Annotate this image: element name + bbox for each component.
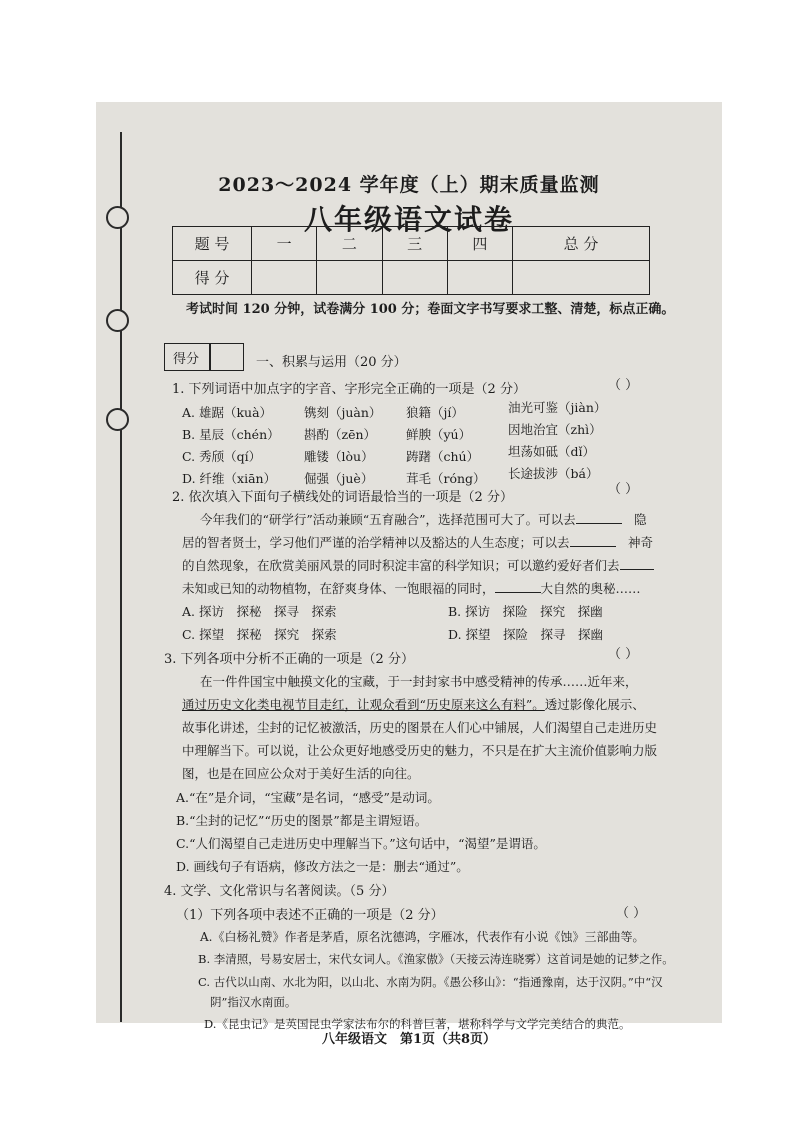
q2-option: B. 探访 探险 探究 探幽	[448, 604, 603, 619]
exam-paper	[96, 102, 722, 1031]
q1-option: 茸毛（róng）	[406, 471, 486, 486]
q1-option: 鲜腴（yú）	[406, 427, 472, 442]
question-4-sub1-stem: （1）下列各项中表述不正确的一项是（2 分）	[176, 908, 444, 923]
q1-option: A. 雄踞（kuà）	[182, 405, 273, 420]
q2-text: 居的智者贤士，学习他们严谨的治学精神以及豁达的人生态度；可以去	[182, 535, 570, 550]
q3-option: D. 画线句子有语病，修改方法之一是：删去“通过”。	[176, 859, 469, 874]
q3-passage-line: 故事化讲述，尘封的记忆被激活，历史的图景在人们心中铺展，人们渴望自己走进历史	[182, 720, 658, 735]
answer-paren[interactable]: （ ）	[616, 906, 647, 921]
q2-text: 神奇	[628, 535, 654, 550]
q3-passage-line: 中理解当下。可以说，让公众更好地感受历史的魅力，不只是在扩大主流价值影响力版	[182, 743, 658, 758]
fill-blank[interactable]	[620, 559, 654, 570]
q1-option: 倔强（juè）	[304, 471, 374, 486]
section-score-label: 得分	[173, 352, 200, 367]
q1-option: 狼籍（jí）	[406, 405, 464, 420]
underlined-sentence: 通过历史文化类电视节目走红，让观众看到“历史原来这么有料”。	[182, 697, 545, 712]
q2-text: 隐	[634, 512, 647, 527]
q4-option: D.《昆虫记》是英国昆虫学家法布尔的科普巨著，堪称科学与文学完美结合的典范。	[204, 1017, 631, 1031]
binding-hole	[106, 408, 129, 431]
question-3-stem: 3. 下列各项中分析不正确的一项是（2 分）	[164, 652, 414, 667]
answer-paren[interactable]: （ ）	[608, 378, 639, 393]
q1-option: 长途拔涉（bá）	[508, 466, 599, 481]
q2-passage-line	[200, 510, 647, 528]
score-cell: 四	[447, 227, 512, 261]
q3-option: C.“人们渴望自己走进历史中理解当下。”这句话中，“渴望”是谓语。	[176, 836, 546, 851]
q3-passage-line: 图，也是在回应公众对于美好生活的向往。	[182, 766, 420, 781]
question-2-stem: 2. 依次填入下面句子横线处的词语最恰当的一项是（2 分）	[172, 490, 513, 505]
score-box-divider	[209, 344, 211, 370]
page-footer: 八年级语文 第1页（共8页）	[321, 1032, 497, 1047]
q1-option: C. 秀颀（qí）	[182, 449, 262, 464]
q2-passage-line	[182, 579, 641, 597]
score-table	[172, 226, 650, 295]
q4-option: B. 李清照，号易安居士，宋代女词人。《渔家傲》（天接云涛连晓雾）这首词是她的记梦之作。	[198, 952, 674, 966]
q2-text: 的自然现象，在欣赏美丽风景的同时积淀丰富的科学知识；可以邀约爱好者们去	[182, 558, 620, 573]
q1-option: 踌躇（chú）	[406, 449, 480, 464]
q4-option: 阴”指汉水南面。	[210, 995, 297, 1009]
binding-line	[120, 132, 122, 1022]
answer-paren[interactable]: （ ）	[608, 482, 639, 497]
q4-option: C. 古代以山南、水北为阳，以山北、水南为阴。《愚公移山》：“指通豫南，达于汉阴。”中“汉	[198, 975, 663, 989]
q1-option: 坦荡如砥（dǐ）	[508, 444, 595, 459]
section-title: 一、积累与运用（20 分）	[256, 355, 407, 370]
score-cell: 得 分	[173, 261, 252, 295]
score-entry[interactable]	[382, 261, 447, 295]
q2-text: 今年我们的“研学行”活动兼顾“五育融合”，选择范围可大了。可以去	[200, 512, 576, 527]
q2-text: 未知或已知的动物植物，在舒爽身体、一饱眼福的同时，	[182, 581, 495, 596]
score-table-header-row	[173, 227, 650, 261]
q2-option: A. 探访 探秘 探寻 探索	[182, 604, 337, 619]
score-cell: 总 分	[513, 227, 650, 261]
score-table-score-row	[173, 261, 650, 295]
score-entry[interactable]	[447, 261, 512, 295]
score-entry[interactable]	[252, 261, 317, 295]
score-entry[interactable]	[513, 261, 650, 295]
q3-passage-line: 在一件件国宝中触摸文化的宝藏，于一封封家书中感受精神的传承……近年来，	[200, 674, 638, 689]
fill-blank[interactable]	[495, 582, 541, 593]
q3-passage-line	[182, 695, 645, 713]
score-cell: 三	[382, 227, 447, 261]
question-1-stem: 1. 下列词语中加点字的字音、字形完全正确的一项是（2 分）	[172, 382, 526, 397]
score-cell: 题 号	[173, 227, 252, 261]
section-score-box	[164, 343, 244, 371]
exam-year-title: 2023～2024 学年度（上）期末质量监测	[218, 174, 600, 196]
q2-option: D. 探望 探险 探寻 探幽	[448, 627, 604, 642]
q3-text: 透过影像化展示、	[544, 697, 645, 712]
q2-text: 大自然的奥秘……	[540, 581, 641, 596]
q2-passage-line	[182, 533, 653, 551]
question-4-stem: 4. 文学、文化常识与名著阅读。（5 分）	[164, 884, 395, 899]
answer-paren[interactable]: （ ）	[608, 647, 639, 662]
q1-option: 斟酌（zēn）	[304, 427, 377, 442]
fill-blank[interactable]	[570, 536, 616, 547]
q1-option: B. 星辰（chén）	[182, 427, 280, 442]
q3-option: A.“在”是介词，“宝藏”是名词，“感受”是动词。	[176, 790, 440, 805]
score-entry[interactable]	[317, 261, 382, 295]
q2-option: C. 探望 探秘 探究 探索	[182, 627, 337, 642]
exam-main-title: 八年级语文试卷	[303, 203, 514, 236]
binding-hole	[106, 309, 129, 332]
q1-option: 因地治宜（zhì）	[508, 422, 602, 437]
q2-passage-line	[182, 556, 654, 574]
score-cell: 二	[317, 227, 382, 261]
q1-option: 油光可鉴（jiàn）	[508, 400, 607, 415]
fill-blank[interactable]	[576, 513, 622, 524]
q4-option: A.《白杨礼赞》作者是茅盾，原名沈德鸿，字雁冰，代表作有小说《蚀》三部曲等。	[200, 930, 645, 944]
exam-instructions: 考试时间 120 分钟，试卷满分 100 分；卷面文字书写要求工整、清楚，标点正确。	[186, 302, 675, 317]
q3-option: B.“尘封的记忆”“历史的图景”都是主谓短语。	[176, 813, 428, 828]
q1-option: 雕镂（lòu）	[304, 449, 374, 464]
q1-option: 镌刻（juàn）	[304, 405, 382, 420]
q1-option: D. 纤维（xiān）	[182, 471, 277, 486]
score-cell: 一	[252, 227, 317, 261]
